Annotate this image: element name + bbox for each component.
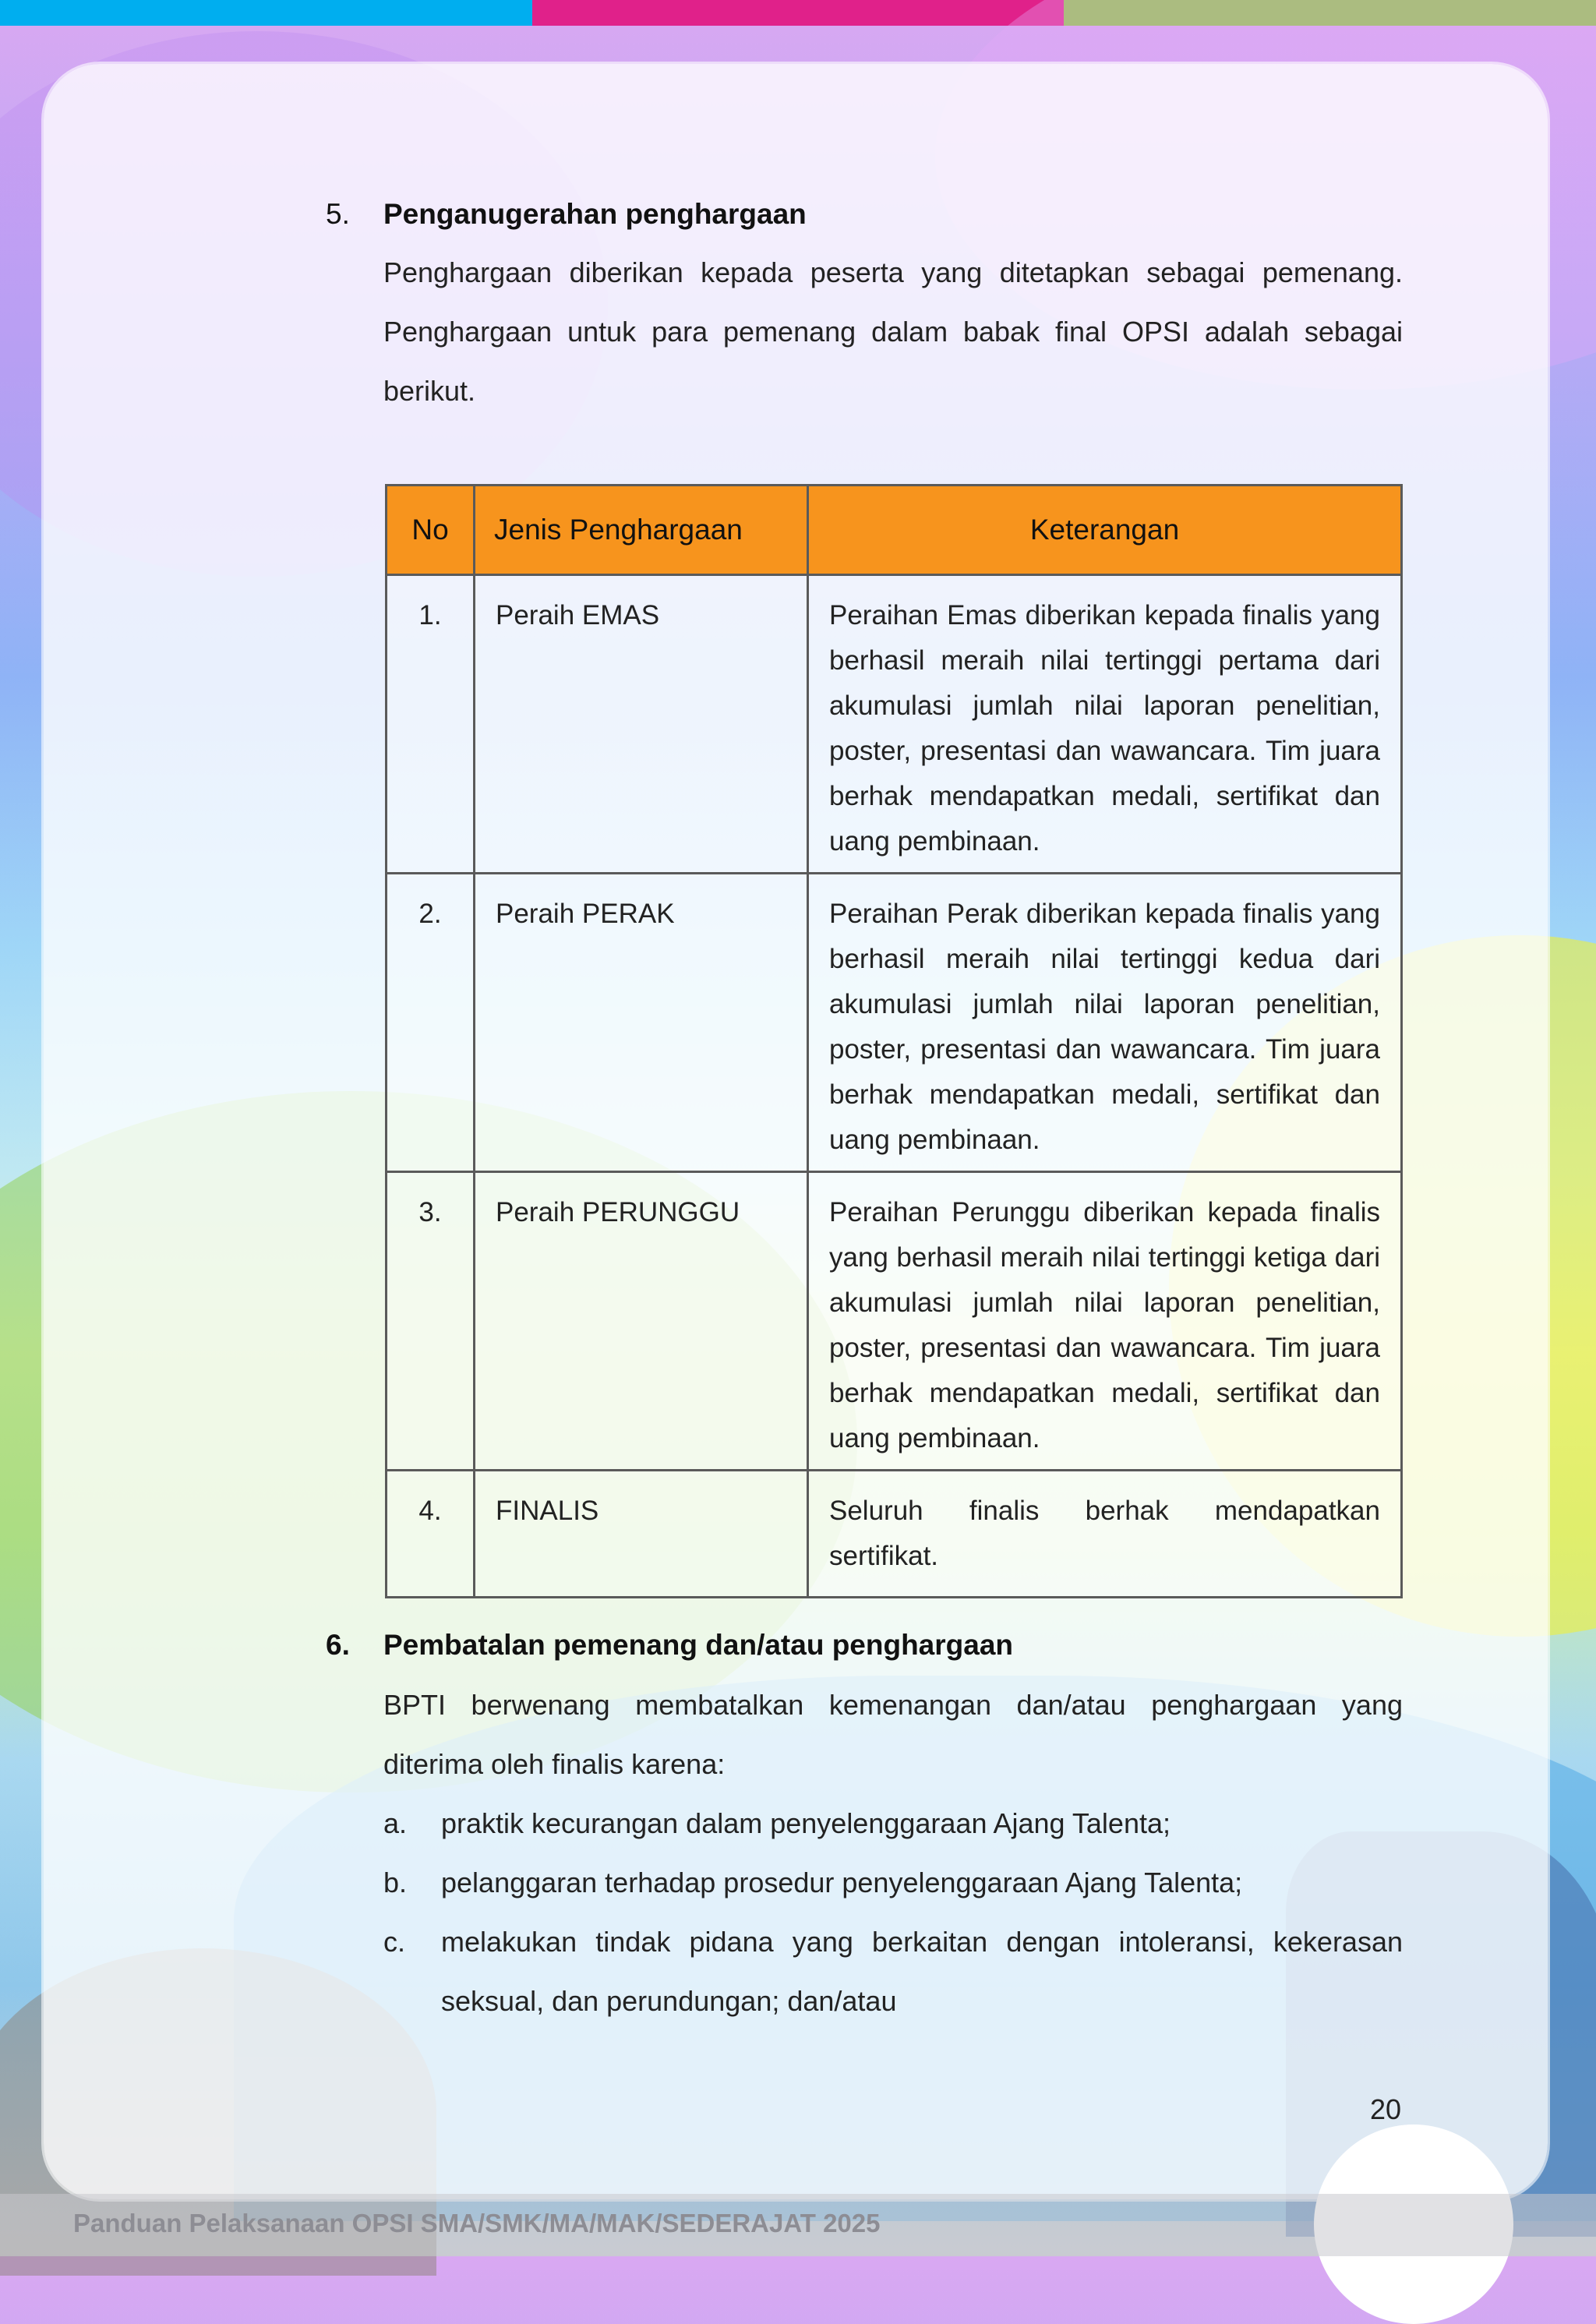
col-header-no: No	[387, 486, 475, 575]
cell-jenis: Peraih PERAK	[475, 874, 808, 1172]
list-item-text: pelanggaran terhadap prosedur penyelenggaraan Ajang Talenta;	[441, 1867, 1243, 1898]
list-item-text: melakukan tindak pidana yang berkaitan dengan intoleransi, kekerasan seksual, dan perundungan; dan/atau	[441, 1926, 1403, 2017]
cell-no: 1.	[387, 575, 475, 874]
page-number: 20	[1370, 2093, 1402, 2125]
cell-keterangan: Seluruh finalis berhak mendapatkan sertifikat.	[808, 1471, 1402, 1598]
list-item-label: b.	[383, 1867, 408, 1898]
cell-no: 3.	[387, 1172, 475, 1471]
footer-title: Panduan Pelaksanaan OPSI SMA/SMK/MA/MAK/SEDERAJAT 2025	[73, 2209, 881, 2237]
cell-keterangan: Peraihan Perak diberikan kepada finalis yang berhasil meraih nilai tertinggi kedua dari akumulasi jumlah nilai laporan penelitian, poster, presentasi dan wawancara. Tim juara berhak mendapatkan medali, sertifikat dan uang pembinaan.	[808, 874, 1402, 1172]
section-5-title: Penganugerahan penghargaan	[383, 198, 807, 230]
section-5-intro: Penghargaan diberikan kepada peserta yang ditetapkan sebagai pemenang. Penghargaan untuk para pemenang dalam babak final OPSI adalah sebagai berikut.	[383, 256, 1403, 407]
section-6-number: 6.	[326, 1629, 350, 1661]
awards-table	[385, 484, 1403, 1598]
list-item-label: c.	[383, 1926, 406, 1958]
table-row	[387, 874, 1402, 1172]
section-6-title: Pembatalan pemenang dan/atau penghargaan	[383, 1629, 1014, 1661]
table-row	[387, 575, 1402, 874]
cell-no: 4.	[387, 1471, 475, 1598]
col-header-jenis: Jenis Penghargaan	[475, 486, 808, 575]
cell-keterangan: Peraihan Perunggu diberikan kepada finalis yang berhasil meraih nilai tertinggi ketiga dari akumulasi jumlah nilai laporan penelitian, poster, presentasi dan wawancara. Tim juara berhak mendapatkan medali, sertifikat dan uang pembinaan.	[808, 1172, 1402, 1471]
cell-no: 2.	[387, 874, 475, 1172]
cell-keterangan: Peraihan Emas diberikan kepada finalis yang berhasil meraih nilai tertinggi pertama dari akumulasi jumlah nilai laporan penelitian, poster, presentasi dan wawancara. Tim juara berhak mendapatkan medali, sertifikat dan uang pembinaan.	[808, 575, 1402, 874]
table-header-row	[387, 486, 1402, 575]
list-item-label: a.	[383, 1807, 408, 1839]
table-row	[387, 1172, 1402, 1471]
col-header-keterangan: Keterangan	[808, 486, 1402, 575]
cell-jenis: FINALIS	[475, 1471, 808, 1598]
cell-jenis: Peraih PERUNGGU	[475, 1172, 808, 1471]
section-5-number: 5.	[326, 198, 350, 230]
cell-jenis: Peraih EMAS	[475, 575, 808, 874]
list-item-text: praktik kecurangan dalam penyelenggaraan Ajang Talenta;	[441, 1807, 1171, 1839]
section-6-intro: BPTI berwenang membatalkan kemenangan dan/atau penghargaan yang diterima oleh finalis karena:	[383, 1689, 1403, 1780]
table-row	[387, 1471, 1402, 1598]
